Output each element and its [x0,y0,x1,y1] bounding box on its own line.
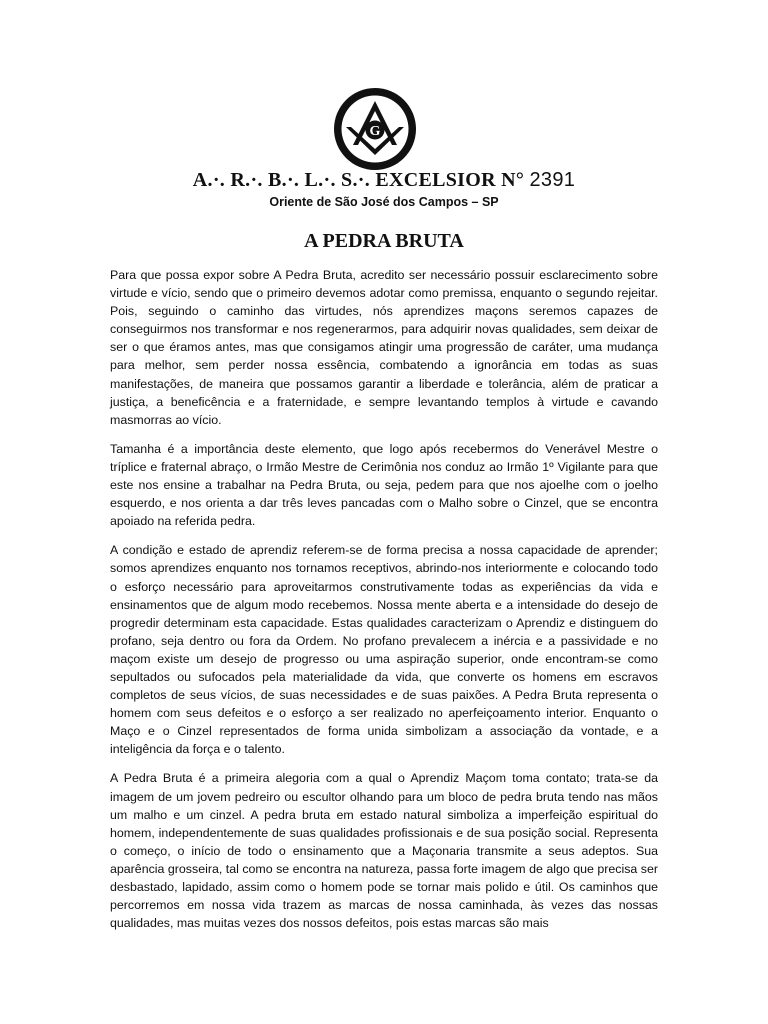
paragraph: A condição e estado de aprendiz referem-se de forma precisa a nossa capacidade de aprender; somos aprendizes enquanto nos tornamos receptivos, abrindo-nos interiormente e colocando todo o esforço necessário para aproveitarmos construtivamente todas as experiências da vida e ensinamentos que de algum modo recebemos. Nossa mente aberta e a intensidade do desejo de progredir determinam esta capacidade. Estas qualidades caracterizam o Aprendiz e distinguem do profano, seja dentro ou fora da Ordem. No profano prevalecem a inércia e a passividade e no maçom existe um desejo de progresso ou uma aspiração superior, onde encontram-se como sepultados ou sufocados pela materialidade da vida, que converte os homens em escravos completos de seus vícios, de suas necessidades e de suas paixões. A Pedra Bruta representa o homem com seus defeitos e o esforço a ser realizado no aperfeiçoamento interior. Enquanto o Maço e o Cinzel representados de forma unida simbolizam a associação da vontade, e a inteligência da força e o talento. [110,543,658,757]
square-and-compasses-g-icon [333,87,417,171]
lodge-title [0,169,768,192]
document-title: A PEDRA BRUTA [304,230,464,252]
lodge-subtitle: Oriente de São José dos Campos – SP [269,195,499,209]
svg-text:G: G [369,124,381,139]
paragraph: Tamanha é a importância deste elemento, que logo após recebermos do Venerável Mestre o tríplice e fraternal abraço, o Irmão Mestre de Cerimônia nos conduz ao Irmão 1º Vigilante para que este nos ensine a trabalhar na Pedra Bruta, ou seja, pedem para que nos ajoelhe com o joelho esquerdo, e nos orienta a dar três leves pancadas com o Malho sobre o Cinzel, que se encontra apoiado na referida pedra. [110,441,658,529]
lodge-number: 2391 [529,169,576,191]
document-body [110,266,658,943]
paragraph: Para que possa expor sobre A Pedra Bruta, acredito ser necessário possuir esclarecimento sobre virtude e vício, sendo que o primeiro devemos adotar como premissa, enquanto o segundo rejeitar. Pois, seguindo o caminho das virtudes, nós aprendizes maçons seremos capazes de conseguirmos nos transformar e nos regenerarmos, para adquirir novas qualidades, sem deixar de ser o que éramos antes, mas que consigamos atingir uma progressão de caráter, uma mudança para melhor, sem perder nossa essência, combatendo a ignorância em todas as suas manifestações, de maneira que possamos garantir a liberdade e tolerância, além de praticar a justiça, a beneficência e a fraternidade, e sempre levantando templos à virtude e cavando masmorras ao vício. [110,268,658,427]
lodge-name: A.·. R.·. B.·. L.·. S.·. EXCELSIOR N° [192,169,530,191]
paragraph: A Pedra Bruta é a primeira alegoria com a qual o Aprendiz Maçom toma contato; trata-se da imagem de um jovem pedreiro ou escultor olhando para um bloco de pedra bruta tendo nas mãos um malho e um cinzel. A pedra bruta em estado natural simboliza a imperfeição espiritual do homem, independentemente de suas qualidades profissionais e de sua posição social. Representa o começo, o início de todo o ensinamento que a Maçonaria transmite a seus adeptos. Sua aparência grosseira, tal como se encontra na natureza, passa forte imagem de algo que precisa ser desbastado, lapidado, assim como o homem pode se tornar mais polido e útil. Os caminhos que percorremos em nossa vida trazem as marcas de nossa caminhada, às vezes das nossas qualidades, mas muitas vezes dos nossos defeitos, pois estas marcas são mais [110,771,658,931]
